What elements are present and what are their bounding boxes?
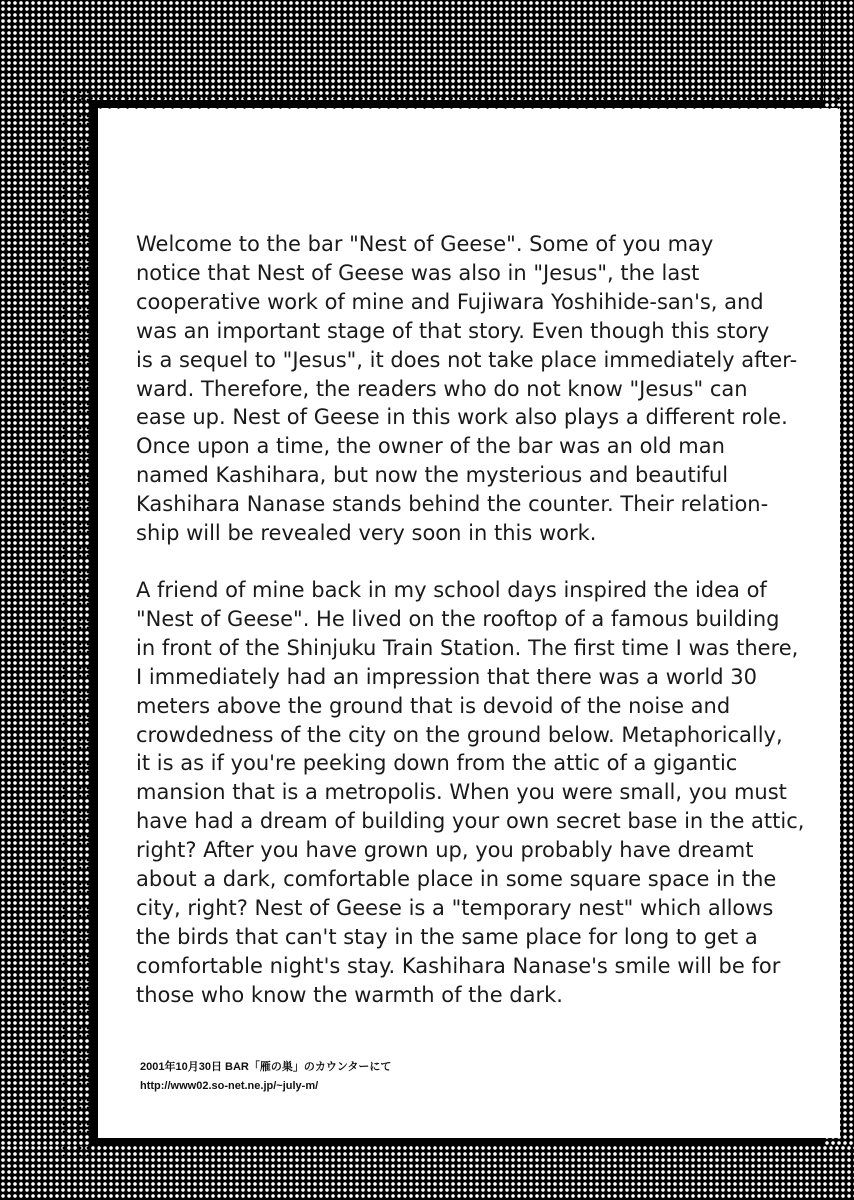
text-line: meters above the ground that is devoid of the noise and (136, 693, 731, 718)
paragraph-2 (136, 576, 816, 1010)
text-line: crowdedness of the city on the ground below. Metaphorically, (136, 722, 783, 747)
text-line: the birds that can't stay in the same place for long to get a (136, 924, 758, 949)
halftone-border-bottom (0, 1145, 854, 1200)
text-line: mansion that is a metropolis. When you were small, you must (136, 780, 787, 805)
halftone-fade-left (60, 80, 100, 1160)
text-line: is a sequel to "Jesus", it does not take place immediately after- (136, 347, 798, 372)
text-line: Once upon a time, the owner of the bar was an old man (136, 434, 725, 459)
text-line: right? After you have grown up, you probably have dreamt (136, 838, 754, 863)
text-line: "Nest of Geese". He lived on the rooftop of a famous building (136, 606, 780, 631)
text-line: was an important stage of that story. Even though this story (136, 318, 770, 343)
text-line: cooperative work of mine and Fujiwara Yoshihide-san's, and (136, 289, 764, 314)
text-line: those who know the warmth of the dark. (136, 982, 563, 1007)
text-line: ship will be revealed very soon in this work. (136, 521, 597, 546)
text-line: named Kashihara, but now the mysterious and beautiful (136, 463, 729, 488)
text-line: city, right? Nest of Geese is a "temporary nest" which allows (136, 895, 774, 920)
afterword-text (136, 230, 816, 1038)
text-line: notice that Nest of Geese was also in "Jesus", the last (136, 260, 700, 285)
text-line: ward. Therefore, the readers who do not know "Jesus" can (136, 376, 748, 401)
text-line: in front of the Shinjuku Train Station. The first time I was there, (136, 635, 799, 660)
halftone-fade-top (60, 85, 840, 110)
text-line: I immediately had an impression that there was a world 30 (136, 664, 757, 689)
footer-credits (140, 1058, 391, 1096)
footer-url: http://www02.so-net.ne.jp/~july-m/ (140, 1080, 319, 1092)
text-line: Kashihara Nanase stands behind the counter. Their relation- (136, 492, 769, 517)
text-line: A friend of mine back in my school days inspired the idea of (136, 577, 767, 602)
text-line: it is as if you're peeking down from the attic of a gigantic (136, 751, 738, 776)
text-line: have had a dream of building your own secret base in the attic, (136, 809, 805, 834)
text-line: ease up. Nest of Geese in this work also plays a different role. (136, 405, 788, 430)
text-line: about a dark, comfortable place in some square space in the (136, 867, 777, 892)
paragraph-1 (136, 230, 816, 548)
text-line: comfortable night's stay. Kashihara Nanase's smile will be for (136, 953, 781, 978)
footer-date-line: 2001年10月30日 BAR「雁の巣」のカウンターにて (140, 1061, 392, 1073)
text-line: Welcome to the bar "Nest of Geese". Some of you may (136, 232, 714, 256)
